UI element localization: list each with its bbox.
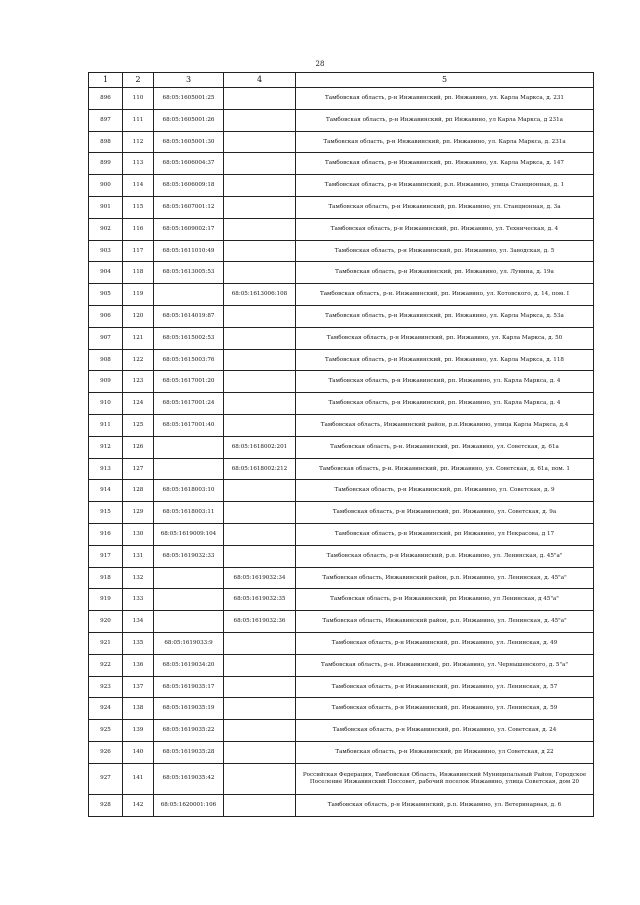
table-row bbox=[89, 262, 594, 284]
building-cadastral-number-cell bbox=[224, 153, 296, 175]
land-cadastral-number-cell: 68:05:1606009:18 bbox=[154, 175, 224, 197]
building-cadastral-number-cell bbox=[224, 262, 296, 284]
address-cell: Тамбовская область, р-н Инжавинский, рп Инжавино, ул Некрасова, д 17 bbox=[296, 523, 594, 545]
row-number-cell: 927 bbox=[89, 763, 123, 794]
building-cadastral-number-cell bbox=[224, 240, 296, 262]
item-number-cell: 133 bbox=[123, 589, 154, 611]
table-row bbox=[89, 502, 594, 524]
item-number-cell: 122 bbox=[123, 349, 154, 371]
address-cell: Тамбовская область, р-н Инжавинский, рп. Инжавино, ул. Карла Маркса, д. 50 bbox=[296, 327, 594, 349]
land-cadastral-number-cell: 68:05:1619009:104 bbox=[154, 523, 224, 545]
land-cadastral-number-cell: 68:05:1617001:24 bbox=[154, 393, 224, 415]
building-cadastral-number-cell bbox=[224, 480, 296, 502]
item-number-cell: 130 bbox=[123, 523, 154, 545]
item-number-cell: 138 bbox=[123, 698, 154, 720]
land-cadastral-number-cell bbox=[154, 611, 224, 633]
item-number-cell: 140 bbox=[123, 741, 154, 763]
building-cadastral-number-cell: 68:05:1619032:36 bbox=[224, 611, 296, 633]
land-cadastral-number-cell: 68:05:1614019:87 bbox=[154, 305, 224, 327]
table-row bbox=[89, 611, 594, 633]
table-row bbox=[89, 218, 594, 240]
table-row bbox=[89, 196, 594, 218]
row-number-cell: 911 bbox=[89, 414, 123, 436]
table-body bbox=[89, 88, 594, 817]
table-row bbox=[89, 794, 594, 816]
address-cell: Тамбовская область, Инжавинский район, р.п. Инжавино, ул. Ленинская, д. 45"а" bbox=[296, 611, 594, 633]
building-cadastral-number-cell bbox=[224, 698, 296, 720]
table-row bbox=[89, 567, 594, 589]
building-cadastral-number-cell bbox=[224, 109, 296, 131]
item-number-cell: 141 bbox=[123, 763, 154, 794]
item-number-cell: 129 bbox=[123, 502, 154, 524]
table-row bbox=[89, 371, 594, 393]
address-cell: Тамбовская область, р-н Инжавинский, рп. Инжавино, ул. Заводская, д. 5 bbox=[296, 240, 594, 262]
table-row bbox=[89, 131, 594, 153]
address-cell: Тамбовская область, р-н Инжавинский, рп. Инжавино, ул. Советская, д. 24 bbox=[296, 720, 594, 742]
building-cadastral-number-cell bbox=[224, 794, 296, 816]
address-cell: Тамбовская область, р-н Инжавинский, рп. Инжавино, ул. Ленинская, д. 59 bbox=[296, 698, 594, 720]
row-number-cell: 921 bbox=[89, 632, 123, 654]
column-header-4: 4 bbox=[224, 73, 296, 88]
address-cell: Тамбовская область, р-н Инжавинский, рп. Инжавино, ул. Карла Маркса, д. 231 bbox=[296, 88, 594, 110]
item-number-cell: 119 bbox=[123, 284, 154, 306]
column-header-5: 5 bbox=[296, 73, 594, 88]
item-number-cell: 123 bbox=[123, 371, 154, 393]
address-cell: Тамбовская область, р-н Инжавинский, рп. Инжавино, ул. Карла Маркса, д. 53а bbox=[296, 305, 594, 327]
row-number-cell: 919 bbox=[89, 589, 123, 611]
land-cadastral-number-cell bbox=[154, 284, 224, 306]
building-cadastral-number-cell bbox=[224, 218, 296, 240]
item-number-cell: 115 bbox=[123, 196, 154, 218]
table-row bbox=[89, 589, 594, 611]
item-number-cell: 142 bbox=[123, 794, 154, 816]
row-number-cell: 916 bbox=[89, 523, 123, 545]
row-number-cell: 917 bbox=[89, 545, 123, 567]
row-number-cell: 896 bbox=[89, 88, 123, 110]
land-cadastral-number-cell: 68:05:1613005:53 bbox=[154, 262, 224, 284]
table-row bbox=[89, 153, 594, 175]
row-number-cell: 909 bbox=[89, 371, 123, 393]
address-cell: Тамбовская область, р-н Инжавинский, рп Инжавино, ул Карла Маркса, д 231а bbox=[296, 109, 594, 131]
row-number-cell: 898 bbox=[89, 131, 123, 153]
building-cadastral-number-cell bbox=[224, 763, 296, 794]
land-cadastral-number-cell bbox=[154, 567, 224, 589]
row-number-cell: 923 bbox=[89, 676, 123, 698]
land-cadastral-number-cell: 68:05:1619035:17 bbox=[154, 676, 224, 698]
building-cadastral-number-cell bbox=[224, 327, 296, 349]
column-header-2: 2 bbox=[123, 73, 154, 88]
row-number-cell: 899 bbox=[89, 153, 123, 175]
address-cell: Тамбовская область, р-н Инжавинский, рп. Инжавино, ул. Техническая, д. 4 bbox=[296, 218, 594, 240]
land-cadastral-number-cell: 68:05:1609002:17 bbox=[154, 218, 224, 240]
table-row bbox=[89, 109, 594, 131]
table-row bbox=[89, 349, 594, 371]
land-cadastral-number-cell: 68:05:1605001:30 bbox=[154, 131, 224, 153]
address-cell: Тамбовская область, р-н Инжавинский, рп Инжавино, ул Ленинская, д 45"а" bbox=[296, 589, 594, 611]
address-cell: Тамбовская область, р-н Инжавинский, рп. Инжавино, ул. Ленинская, д. 49 bbox=[296, 632, 594, 654]
land-cadastral-number-cell bbox=[154, 458, 224, 480]
building-cadastral-number-cell bbox=[224, 414, 296, 436]
table-row bbox=[89, 305, 594, 327]
building-cadastral-number-cell bbox=[224, 676, 296, 698]
row-number-cell: 914 bbox=[89, 480, 123, 502]
building-cadastral-number-cell: 68:05:1613006:108 bbox=[224, 284, 296, 306]
table-row bbox=[89, 654, 594, 676]
row-number-cell: 903 bbox=[89, 240, 123, 262]
item-number-cell: 127 bbox=[123, 458, 154, 480]
land-cadastral-number-cell: 68:05:1605001:25 bbox=[154, 88, 224, 110]
item-number-cell: 124 bbox=[123, 393, 154, 415]
land-cadastral-number-cell: 68:05:1605001:26 bbox=[154, 109, 224, 131]
property-register-table bbox=[88, 72, 594, 817]
table-row bbox=[89, 436, 594, 458]
land-cadastral-number-cell: 68:05:1606004:37 bbox=[154, 153, 224, 175]
item-number-cell: 114 bbox=[123, 175, 154, 197]
item-number-cell: 110 bbox=[123, 88, 154, 110]
row-number-cell: 905 bbox=[89, 284, 123, 306]
header-row bbox=[89, 73, 594, 88]
table-row bbox=[89, 632, 594, 654]
row-number-cell: 912 bbox=[89, 436, 123, 458]
table-row bbox=[89, 698, 594, 720]
address-cell: Тамбовская область, р-н Инжавинский, рп Инжавино, ул Советская, д 22 bbox=[296, 741, 594, 763]
table-row bbox=[89, 720, 594, 742]
table-row bbox=[89, 480, 594, 502]
row-number-cell: 906 bbox=[89, 305, 123, 327]
land-cadastral-number-cell: 68:05:1617001:40 bbox=[154, 414, 224, 436]
building-cadastral-number-cell: 68:05:1618002:212 bbox=[224, 458, 296, 480]
address-cell: Тамбовская область, Инжавинский район, р.п. Инжавино, ул. Ленинская, д. 45"а" bbox=[296, 567, 594, 589]
address-cell: Тамбовская область, р-н Инжавинский, рп. Инжавино, ул. Карла Маркса, д. 4 bbox=[296, 393, 594, 415]
building-cadastral-number-cell bbox=[224, 349, 296, 371]
address-cell: Тамбовская область, Инжавинский район, р.п.Инжавино, улица Карла Маркса, д.4 bbox=[296, 414, 594, 436]
item-number-cell: 125 bbox=[123, 414, 154, 436]
item-number-cell: 131 bbox=[123, 545, 154, 567]
building-cadastral-number-cell bbox=[224, 131, 296, 153]
row-number-cell: 901 bbox=[89, 196, 123, 218]
building-cadastral-number-cell: 68:05:1618002:201 bbox=[224, 436, 296, 458]
land-cadastral-number-cell: 68:05:1617001:20 bbox=[154, 371, 224, 393]
row-number-cell: 904 bbox=[89, 262, 123, 284]
land-cadastral-number-cell: 68:05:1619034:20 bbox=[154, 654, 224, 676]
row-number-cell: 910 bbox=[89, 393, 123, 415]
table-row bbox=[89, 545, 594, 567]
address-cell: Тамбовская область, р-н Инжавинский, рп. Инжавино, ул. Советская, д. 9 bbox=[296, 480, 594, 502]
table-row bbox=[89, 523, 594, 545]
table-row bbox=[89, 763, 594, 794]
table-row bbox=[89, 393, 594, 415]
building-cadastral-number-cell: 68:05:1619032:35 bbox=[224, 589, 296, 611]
address-cell: Тамбовская область, р-н Инжавинский, рп. Инжавино, ул. Ленинская, д. 57 bbox=[296, 676, 594, 698]
item-number-cell: 137 bbox=[123, 676, 154, 698]
item-number-cell: 134 bbox=[123, 611, 154, 633]
row-number-cell: 918 bbox=[89, 567, 123, 589]
row-number-cell: 902 bbox=[89, 218, 123, 240]
address-cell: Тамбовская область, р-н Инжавинский, рп. Инжавино, ул. Карла Маркса, д. 118 bbox=[296, 349, 594, 371]
address-cell: Тамбовская область, р-н Инжавинский, рп. Инжавино, ул. Карла Маркса, д. 147 bbox=[296, 153, 594, 175]
building-cadastral-number-cell bbox=[224, 196, 296, 218]
building-cadastral-number-cell bbox=[224, 632, 296, 654]
table-row bbox=[89, 175, 594, 197]
land-cadastral-number-cell: 68:05:1619035:19 bbox=[154, 698, 224, 720]
address-cell: Тамбовская область, р-н Инжавинский, рп. Инжавино, ул. Советская, д. 9а bbox=[296, 502, 594, 524]
building-cadastral-number-cell: 68:05:1619032:34 bbox=[224, 567, 296, 589]
building-cadastral-number-cell bbox=[224, 720, 296, 742]
building-cadastral-number-cell bbox=[224, 523, 296, 545]
row-number-cell: 900 bbox=[89, 175, 123, 197]
row-number-cell: 922 bbox=[89, 654, 123, 676]
row-number-cell: 928 bbox=[89, 794, 123, 816]
row-number-cell: 907 bbox=[89, 327, 123, 349]
land-cadastral-number-cell: 68:05:1618003:11 bbox=[154, 502, 224, 524]
table-row bbox=[89, 741, 594, 763]
building-cadastral-number-cell bbox=[224, 305, 296, 327]
item-number-cell: 126 bbox=[123, 436, 154, 458]
land-cadastral-number-cell: 68:05:1607001:12 bbox=[154, 196, 224, 218]
building-cadastral-number-cell bbox=[224, 502, 296, 524]
address-cell: Тамбовская область, р-н Инжавинский, р.п. Инжавино, ул. Ветеринарная, д. 6 bbox=[296, 794, 594, 816]
land-cadastral-number-cell: 68:05:1615003:76 bbox=[154, 349, 224, 371]
item-number-cell: 117 bbox=[123, 240, 154, 262]
address-cell: Российская Федерация, Тамбовская Область, Инжавинский Муниципальный Район, Городское Поселение Инжавинский Поссовет, рабочий поселок Инжавино, улица Советская, дом 20 bbox=[296, 763, 594, 794]
table-row bbox=[89, 284, 594, 306]
row-number-cell: 925 bbox=[89, 720, 123, 742]
building-cadastral-number-cell bbox=[224, 393, 296, 415]
land-cadastral-number-cell: 68:05:1619035:42 bbox=[154, 763, 224, 794]
row-number-cell: 924 bbox=[89, 698, 123, 720]
table-header bbox=[89, 73, 594, 88]
item-number-cell: 116 bbox=[123, 218, 154, 240]
item-number-cell: 135 bbox=[123, 632, 154, 654]
land-cadastral-number-cell bbox=[154, 436, 224, 458]
address-cell: Тамбовская область, р-н Инжавинский, рп. Инжавино, ул. Карла Маркса, д. 231а bbox=[296, 131, 594, 153]
address-cell: Тамбовская область, р-н. Инжавинский, рп. Инжавино, ул. Чернышевского, д. 5"а" bbox=[296, 654, 594, 676]
row-number-cell: 926 bbox=[89, 741, 123, 763]
row-number-cell: 920 bbox=[89, 611, 123, 633]
item-number-cell: 112 bbox=[123, 131, 154, 153]
land-cadastral-number-cell: 68:05:1619033:9 bbox=[154, 632, 224, 654]
row-number-cell: 908 bbox=[89, 349, 123, 371]
address-cell: Тамбовская область, р-н Инжавинский, р.п. Инжавино, ул. Ленинская, д. 45"а" bbox=[296, 545, 594, 567]
land-cadastral-number-cell bbox=[154, 589, 224, 611]
address-cell: Тамбовская область, р-н. Инжавинский, рп. Инжавино, ул. Котовского, д. 14, пом. I bbox=[296, 284, 594, 306]
land-cadastral-number-cell: 68:05:1611010:49 bbox=[154, 240, 224, 262]
column-header-1: 1 bbox=[89, 73, 123, 88]
column-header-3: 3 bbox=[154, 73, 224, 88]
address-cell: Тамбовская область, р-н Инжавинский, р.п. Инжавино, улица Станционная, д. 1 bbox=[296, 175, 594, 197]
land-cadastral-number-cell: 68:05:1615002:53 bbox=[154, 327, 224, 349]
building-cadastral-number-cell bbox=[224, 175, 296, 197]
address-cell: Тамбовская область, р-н Инжавинский, рп. Инжавино, ул. Карла Маркса, д. 4 bbox=[296, 371, 594, 393]
land-cadastral-number-cell: 68:05:1619032:33 bbox=[154, 545, 224, 567]
building-cadastral-number-cell bbox=[224, 545, 296, 567]
building-cadastral-number-cell bbox=[224, 741, 296, 763]
item-number-cell: 128 bbox=[123, 480, 154, 502]
table-row bbox=[89, 676, 594, 698]
building-cadastral-number-cell bbox=[224, 88, 296, 110]
table-row bbox=[89, 240, 594, 262]
item-number-cell: 136 bbox=[123, 654, 154, 676]
address-cell: Тамбовская область, р-н. Инжавинский, рп. Инжавино, ул. Советская, д. 61а bbox=[296, 436, 594, 458]
item-number-cell: 113 bbox=[123, 153, 154, 175]
item-number-cell: 132 bbox=[123, 567, 154, 589]
item-number-cell: 139 bbox=[123, 720, 154, 742]
building-cadastral-number-cell bbox=[224, 371, 296, 393]
row-number-cell: 915 bbox=[89, 502, 123, 524]
page-number: 28 bbox=[315, 60, 325, 68]
table-row bbox=[89, 88, 594, 110]
land-cadastral-number-cell: 68:05:1620001:106 bbox=[154, 794, 224, 816]
item-number-cell: 121 bbox=[123, 327, 154, 349]
item-number-cell: 120 bbox=[123, 305, 154, 327]
row-number-cell: 897 bbox=[89, 109, 123, 131]
land-cadastral-number-cell: 68:05:1619035:28 bbox=[154, 741, 224, 763]
address-cell: Тамбовская область, р-н Инжавинский, рп. Инжавино, ул. Станционная, д. 3а bbox=[296, 196, 594, 218]
table-row bbox=[89, 414, 594, 436]
address-cell: Тамбовская область, р-н Инжавинский, рп. Инжавино, ул. Лунина, д. 19а bbox=[296, 262, 594, 284]
land-cadastral-number-cell: 68:05:1619035:22 bbox=[154, 720, 224, 742]
land-cadastral-number-cell: 68:05:1618003:10 bbox=[154, 480, 224, 502]
table-row bbox=[89, 458, 594, 480]
table-row bbox=[89, 327, 594, 349]
row-number-cell: 913 bbox=[89, 458, 123, 480]
item-number-cell: 118 bbox=[123, 262, 154, 284]
building-cadastral-number-cell bbox=[224, 654, 296, 676]
item-number-cell: 111 bbox=[123, 109, 154, 131]
address-cell: Тамбовская область, р-н. Инжавинский, рп. Инжавино, ул. Советская, д. 61а, пом. 1 bbox=[296, 458, 594, 480]
